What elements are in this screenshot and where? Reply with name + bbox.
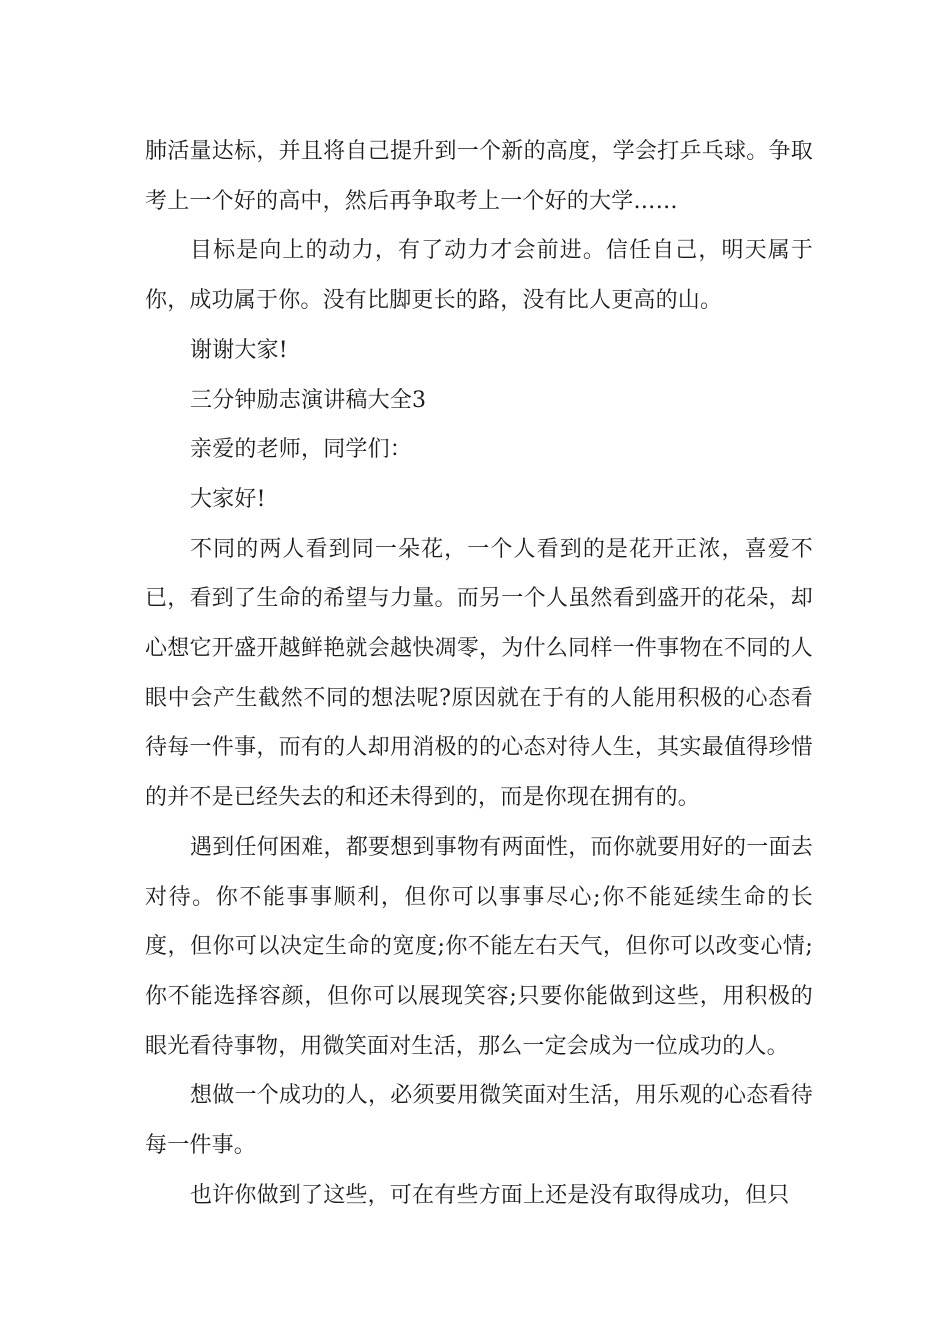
paragraph-thanks: 谢谢大家! xyxy=(190,337,288,363)
document-body xyxy=(145,127,813,1220)
paragraph-salutation: 亲爱的老师，同学们： xyxy=(190,437,413,463)
paragraph-greeting: 大家好! xyxy=(190,486,266,512)
paragraph-continuation: 肺活量达标，并且将自己提升到一个新的高度，学会打乒乓球。争取考上一个好的高中，然后再争取考上一个好的大学…… xyxy=(145,139,813,214)
paragraph-success: 想做一个成功的人，必须要用微笑面对生活，用乐观的心态看待每一件事。 xyxy=(145,1083,813,1159)
paragraph-goal: 目标是向上的动力，有了动力才会前进。信任自己，明天属于你，成功属于你。没有比脚更长的路，没有比人更高的山。 xyxy=(145,238,813,314)
paragraph-difficulty: 遇到任何困难，都要想到事物有两面性，而你就要用好的一面去对待。你不能事事顺利，但你可以事事尽心;你不能延续生命的长度，但你可以决定生命的宽度;你不能左右天气，但你可以改变心情;你不能选择容颜，但你可以展现笑容;只要你能做到这些，用积极的眼光看待事物，用微笑面对生活，那么一定会成为一位成功的人。 xyxy=(145,834,813,1059)
paragraph-flower: 不同的两人看到同一朵花，一个人看到的是花开正浓，喜爱不已，看到了生命的希望与力量。而另一个人虽然看到盛开的花朵，却心想它开盛开越鲜艳就会越快凋零，为什么同样一件事物在不同的人眼中会产生截然不同的想法呢?原因就在于有的人能用积极的心态看待每一件事，而有的人却用消极的的心态对待人生，其实最值得珍惜的并不是已经失去的和还未得到的，而是你现在拥有的。 xyxy=(145,536,813,811)
section-title: 三分钟励志演讲稿大全3 xyxy=(190,387,427,413)
paragraph-perhaps: 也许你做到了这些，可在有些方面上还是没有取得成功，但只 xyxy=(190,1182,790,1208)
